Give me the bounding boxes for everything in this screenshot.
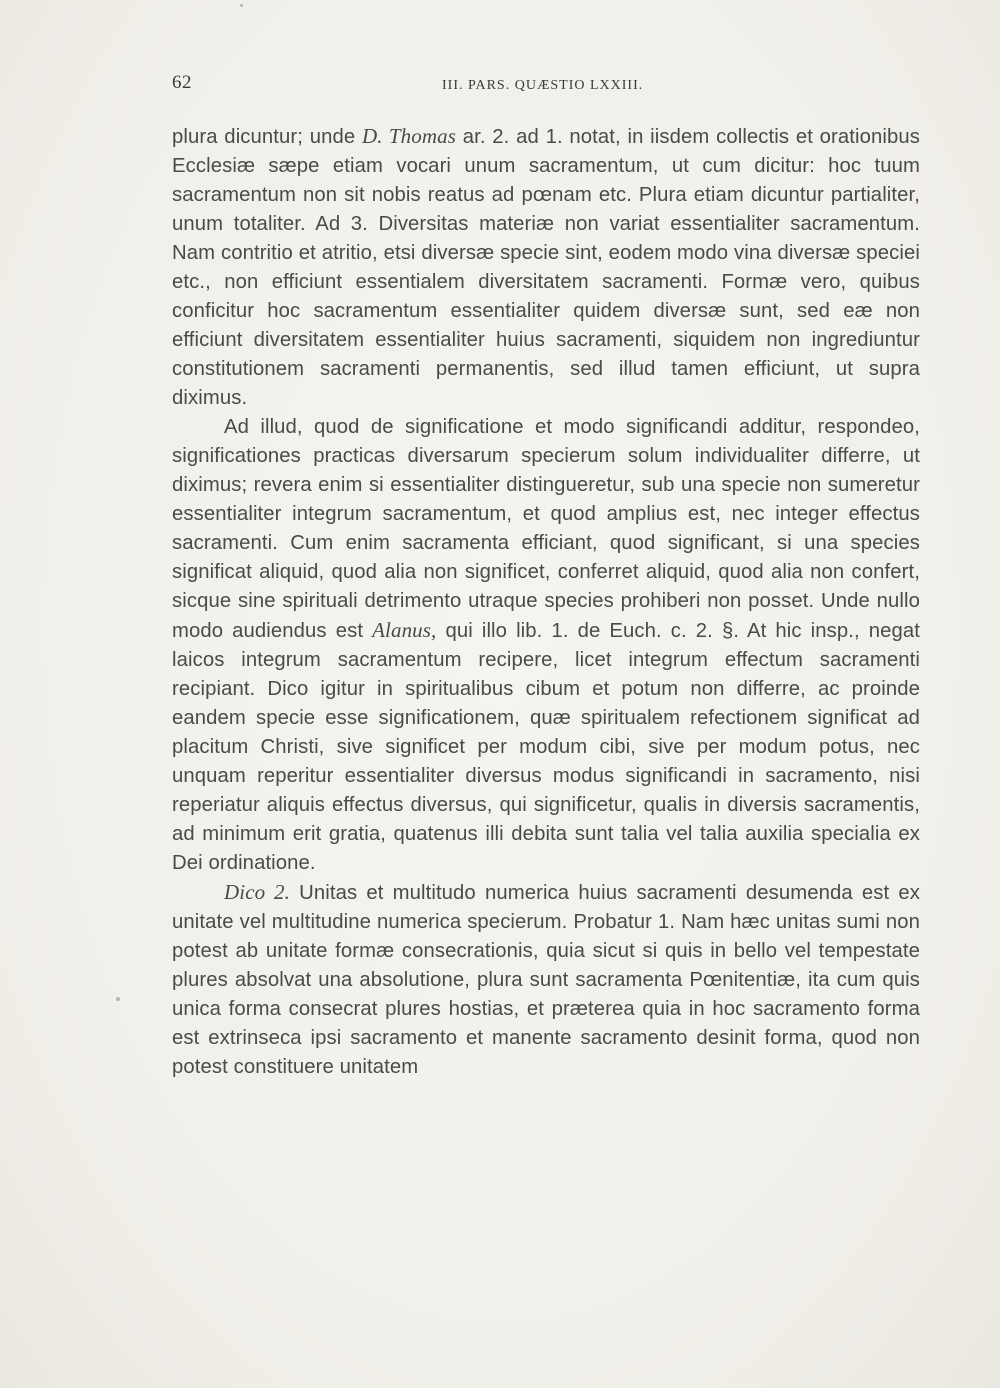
text-run: Ad illud, quod de significatione et modo significandi additur, respondeo, significationes practicas diversarum specierum solum individualiter differre, ut diximus; revera enim si essentialiter distingueretur, sub una specie non sumeretur essentialiter integrum sacramentum, et quod amplius est, nec integer effectus sacramenti. Cum enim sacramenta efficiant, quod significant, si una species significat aliquid, quod alia non significet, conferret aliquid, quod alia non confert, sicque sine spirituali detrimento utraque species prohiberi non posset. Unde nullo modo audiendus est [172,416,920,642]
body-text [172,122,920,1082]
page-number: 62 [172,72,192,93]
paragraph-3 [172,878,920,1082]
italic-name-alanus: Alanus, [372,618,437,642]
paper-speck [116,997,120,1001]
text-run: ar. 2. ad 1. notat, in iisdem collectis et orationibus Ecclesiæ sæpe etiam vocari unum sacramentum, ut cum dicitur: hoc tuum sacramentum non sit nobis reatus ad pœnam etc. Plura etiam dicuntur partialiter, unum totaliter. Ad 3. Diversitas materiæ non variat essentialiter sacramentum. Nam contritio et atritio, etsi diversæ specie sint, eodem modo vina diversæ speciei etc., non efficiunt essentialem diversitatem sacramenti. Formæ vero, quibus conficitur hoc sacramentum essentialiter quidem diversæ sunt, sed eæ non efficiunt diversitatem essentialiter huius sacramenti, siquidem non ingrediuntur constitutionem sacramenti permanentis, sed illud tamen efficiunt, ut supra diximus. [172,126,920,409]
text-run: Unitas et multitudo numerica huius sacramenti desumenda est ex unitate vel multitudine numerica specierum. Probatur 1. Nam hæc unitas sumi non potest ab unitate formæ consecrationis, quia sicut si quis in bello vel tempestate plures absolvat una absolutione, plura sunt sacramenta Pœnitentiæ, ita cum quis unica forma consecrat plures hostias, et præterea quia in hoc sacramento forma est extrinseca ipsi sacramento et manente sacramento desinit forma, quod non potest constituere unitatem [172,882,920,1078]
page-header [172,72,920,102]
text-run: qui illo lib. 1. de Euch. c. 2. §. At hic insp., negat laicos integrum sacramentum recipere, licet integrum effectum sacramenti recipiant. Dico igitur in spiritualibus cibum et potum non differre, ac proinde eandem specie esse significationem, quæ spiritualem refectionem significat ad placitum Christi, sive significet per modum cibi, sive per modum potus, nec unquam reperitur essentialiter diversus modus significandi in sacramento, nisi reperiatur aliquis effectus diversus, qui significetur, qualis in diversis sacramentis, ad minimum erit gratia, quatenus illi debita sunt talia vel talia auxilia specialia ex Dei ordinatione. [172,620,920,874]
paper-speck [240,4,243,7]
running-head: III. PARS. QUÆSTIO LXXIII. [442,78,644,93]
italic-name-thomas: D. Thomas [361,124,457,148]
text-run: plura dicuntur; unde [172,126,362,148]
paragraph-2 [172,413,920,878]
paragraph-1 [172,122,920,413]
italic-dico-2: Dico 2. [224,880,290,904]
